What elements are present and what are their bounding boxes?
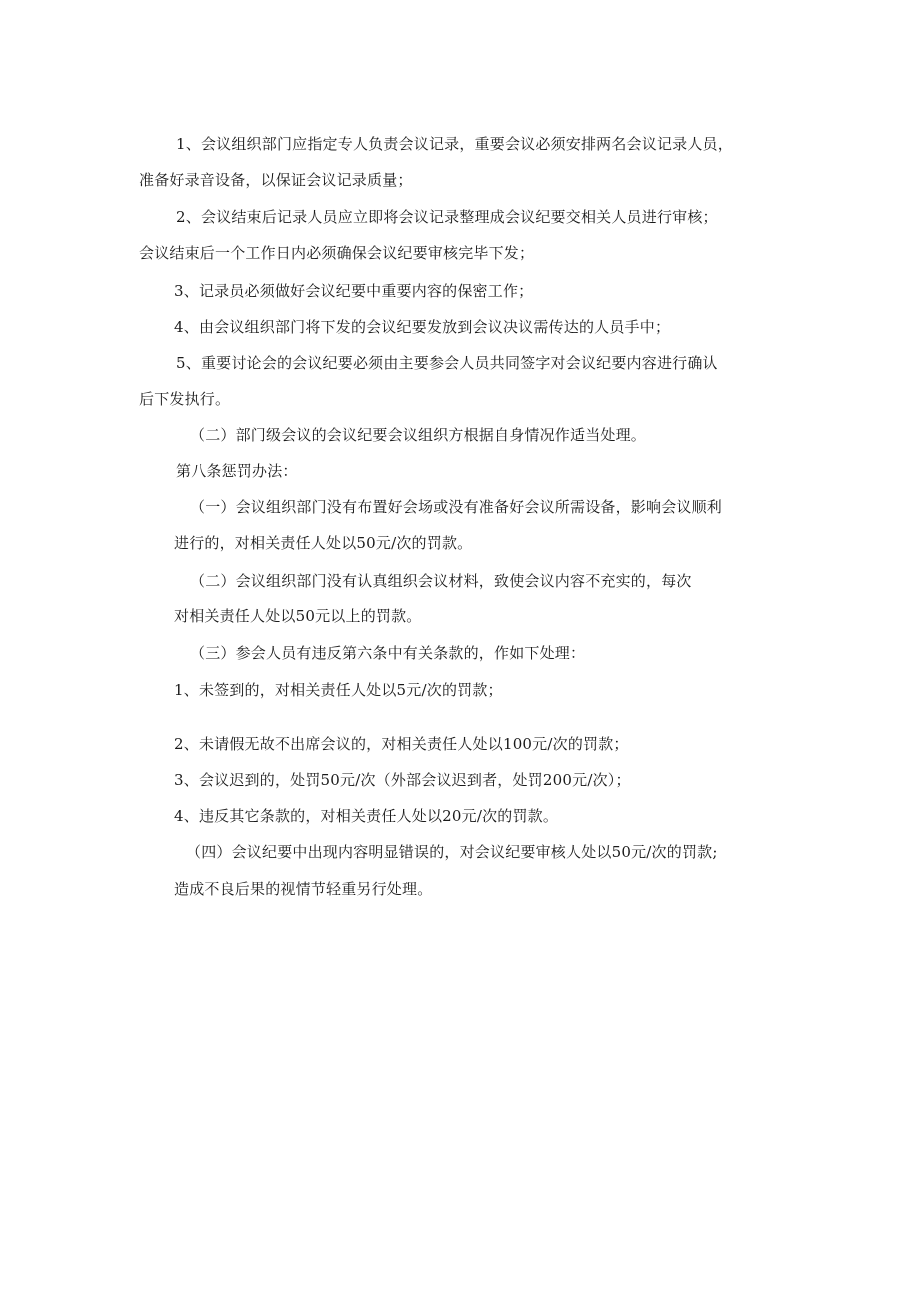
text-line-5: 3、记录员必须做好会议纪要中重要内容的保密工作； [174, 282, 534, 300]
text-line-6: 4、由会议组织部门将下发的会议纪要发放到会议决议需传达的人员手中； [174, 318, 671, 336]
text-line-15: （三）参会人员有违反第六条中有关条款的，作如下处理： [190, 644, 586, 662]
text-line-16: 1、未签到的，对相关责任人处以5元/次的罚款； [174, 681, 503, 699]
text-line-4: 会议结束后一个工作日内必须确保会议纪要审核完毕下发； [139, 244, 535, 262]
text-line-12: 进行的，对相关责任人处以50元/次的罚款。 [174, 534, 473, 552]
text-line-17: 2、未请假无故不出席会议的，对相关责任人处以100元/次的罚款； [174, 735, 629, 753]
text-line-2: 准备好录音设备，以保证会议记录质量； [139, 171, 413, 189]
text-line-14: 对相关责任人处以50元以上的罚款。 [174, 607, 422, 625]
text-line-19: 4、违反其它条款的，对相关责任人处以20元/次的罚款。 [174, 807, 559, 825]
text-line-18: 3、会议迟到的，处罚50元/次（外部会议迟到者，处罚200元/次）； [174, 771, 631, 789]
text-line-21: 造成不良后果的视情节轻重另行处理。 [174, 880, 433, 898]
text-line-20: （四）会议纪要中出现内容明显错误的，对会议纪要审核人处以50元/次的罚款; [186, 843, 718, 861]
text-line-1: 1、会议组织部门应指定专人负责会议记录，重要会议必须安排两名会议记录人员， [176, 135, 733, 153]
section-heading: 第八条惩罚办法： [176, 462, 298, 480]
text-line-7: 5、重要讨论会的会议纪要必须由主要参会人员共同签字对会议纪要内容进行确认 [176, 354, 718, 372]
text-line-9: （二）部门级会议的会议纪要会议组织方根据自身情况作适当处理。 [190, 426, 647, 444]
text-line-13: （二）会议组织部门没有认真组织会议材料，致使会议内容不充实的，每次 [190, 572, 692, 590]
text-line-11: （一）会议组织部门没有布置好会场或没有准备好会议所需设备，影响会议顺利 [190, 498, 723, 516]
text-line-8: 后下发执行。 [139, 390, 231, 408]
text-line-3: 2、会议结束后记录人员应立即将会议记录整理成会议纪要交相关人员进行审核； [176, 208, 718, 226]
